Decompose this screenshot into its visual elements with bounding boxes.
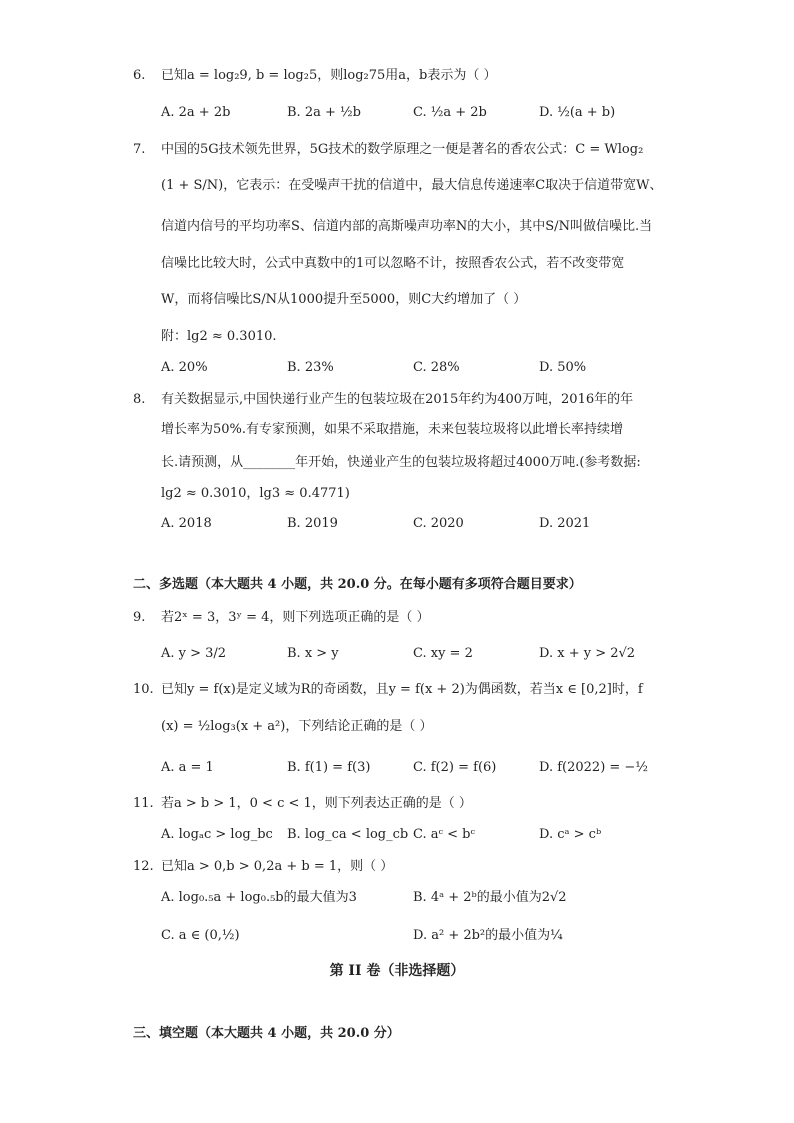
question-11-option-c: C. aᶜ < bᶜ [413, 827, 475, 842]
question-11-option-b: B. log_ca < log_cb [287, 827, 409, 842]
section-2-heading: 二、多选题（本大题共 4 小题，共 20.0 分。在每小题有多项符合题目要求） [133, 577, 582, 592]
question-12-option-c: C. a ∈ (0,½) [161, 928, 240, 943]
question-7-line-5: W，而将信噪比S/N从1000提升至5000，则C大约增加了（ ） [161, 292, 527, 307]
question-12-stem: 已知a > 0,b > 0,2a + b = 1，则（ ） [161, 859, 394, 874]
question-8-option-d: D. 2021 [539, 516, 591, 531]
question-7-line-4: 信噪比比较大时，公式中真数中的1可以忽略不计，按照香农公式，若不改变带宽 [161, 256, 625, 271]
question-10-option-d: D. f(2022) = −½ [539, 760, 648, 775]
question-11-stem: 若a > b > 1，0 < c < 1，则下列表达正确的是（ ） [161, 796, 472, 811]
question-8-option-b: B. 2019 [287, 516, 338, 531]
question-7-line-2: (1 + S/N)，它表示：在受噪声干扰的信道中，最大信息传递速率C取决于信道带宽W、 [161, 178, 663, 193]
question-6-option-d: D. ½(a + b) [539, 105, 616, 120]
question-12-number: 12. [133, 859, 154, 874]
question-8-number: 8. [133, 392, 146, 407]
question-9-option-b: B. x > y [287, 646, 339, 661]
question-10-option-c: C. f(2) = f(6) [413, 760, 497, 775]
question-11-option-a: A. logₐc > log_bc [161, 827, 273, 842]
question-11-option-d: D. cᵃ > cᵇ [539, 827, 602, 842]
question-9-number: 9. [133, 610, 146, 625]
question-8-line-4: lg2 ≈ 0.3010，lg3 ≈ 0.4771) [161, 486, 350, 501]
question-9-stem: 若2ˣ = 3，3ʸ = 4，则下列选项正确的是（ ） [161, 610, 430, 625]
question-8-option-a: A. 2018 [161, 516, 212, 531]
question-10-option-a: A. a = 1 [161, 760, 214, 775]
question-8-line-2: 增长率为50%.有专家预测，如果不采取措施，未来包装垃圾将以此增长率持续增 [161, 422, 624, 437]
section-3-heading: 三、填空题（本大题共 4 小题，共 20.0 分） [133, 1026, 400, 1041]
question-7-line-3: 信道内信号的平均功率S、信道内部的高斯噪声功率N的大小，其中S/N叫做信噪比.当 [161, 219, 653, 234]
question-10-line-2: (x) = ½log₃(x + a²)，下列结论正确的是（ ） [161, 719, 433, 734]
question-7-option-c: C. 28% [413, 360, 460, 375]
question-7-option-b: B. 23% [287, 360, 334, 375]
question-7-option-d: D. 50% [539, 360, 587, 375]
question-12-option-b: B. 4ᵃ + 2ᵇ的最小值为2√2 [413, 890, 567, 905]
question-8-option-c: C. 2020 [413, 516, 464, 531]
question-9-option-d: D. x + y > 2√2 [539, 646, 636, 661]
question-12-option-a: A. log₀.₅a + log₀.₅b的最大值为3 [161, 890, 357, 905]
question-6-option-c: C. ½a + 2b [413, 105, 487, 120]
question-8-line-1: 有关数据显示,中国快递行业产生的包装垃圾在2015年约为400万吨，2016年的年 [161, 392, 634, 407]
question-6-number: 6. [133, 68, 146, 83]
question-8-line-3: 长.请预测，从________年开始，快递业产生的包装垃圾将超过4000万吨.(参考数据: [161, 455, 641, 470]
question-6-stem: 已知a = log₂9, b = log₂5，则log₂75用a，b表示为（ ） [161, 68, 497, 83]
question-6-option-b: B. 2a + ½b [287, 105, 361, 120]
question-6-option-a: A. 2a + 2b [161, 105, 231, 120]
question-7-number: 7. [133, 142, 146, 157]
question-10-line-1: 已知y = f(x)是定义域为R的奇函数，且y = f(x + 2)为偶函数，若当x ∈ [0,2]时，f [161, 682, 643, 697]
question-11-number: 11. [133, 796, 154, 811]
question-10-number: 10. [133, 682, 154, 697]
question-10-option-b: B. f(1) = f(3) [287, 760, 371, 775]
question-7-note: 附：lg2 ≈ 0.3010. [161, 329, 277, 344]
question-7-line-1: 中国的5G技术领先世界，5G技术的数学原理之一便是著名的香农公式：C = Wlog₂ [161, 142, 644, 157]
question-9-option-a: A. y > 3/2 [161, 646, 227, 661]
part-2-title: 第 II 卷（非选择题） [329, 963, 465, 979]
question-12-option-d: D. a² + 2b²的最小值为¼ [413, 928, 563, 943]
question-9-option-c: C. xy = 2 [413, 646, 473, 661]
question-7-option-a: A. 20% [161, 360, 208, 375]
